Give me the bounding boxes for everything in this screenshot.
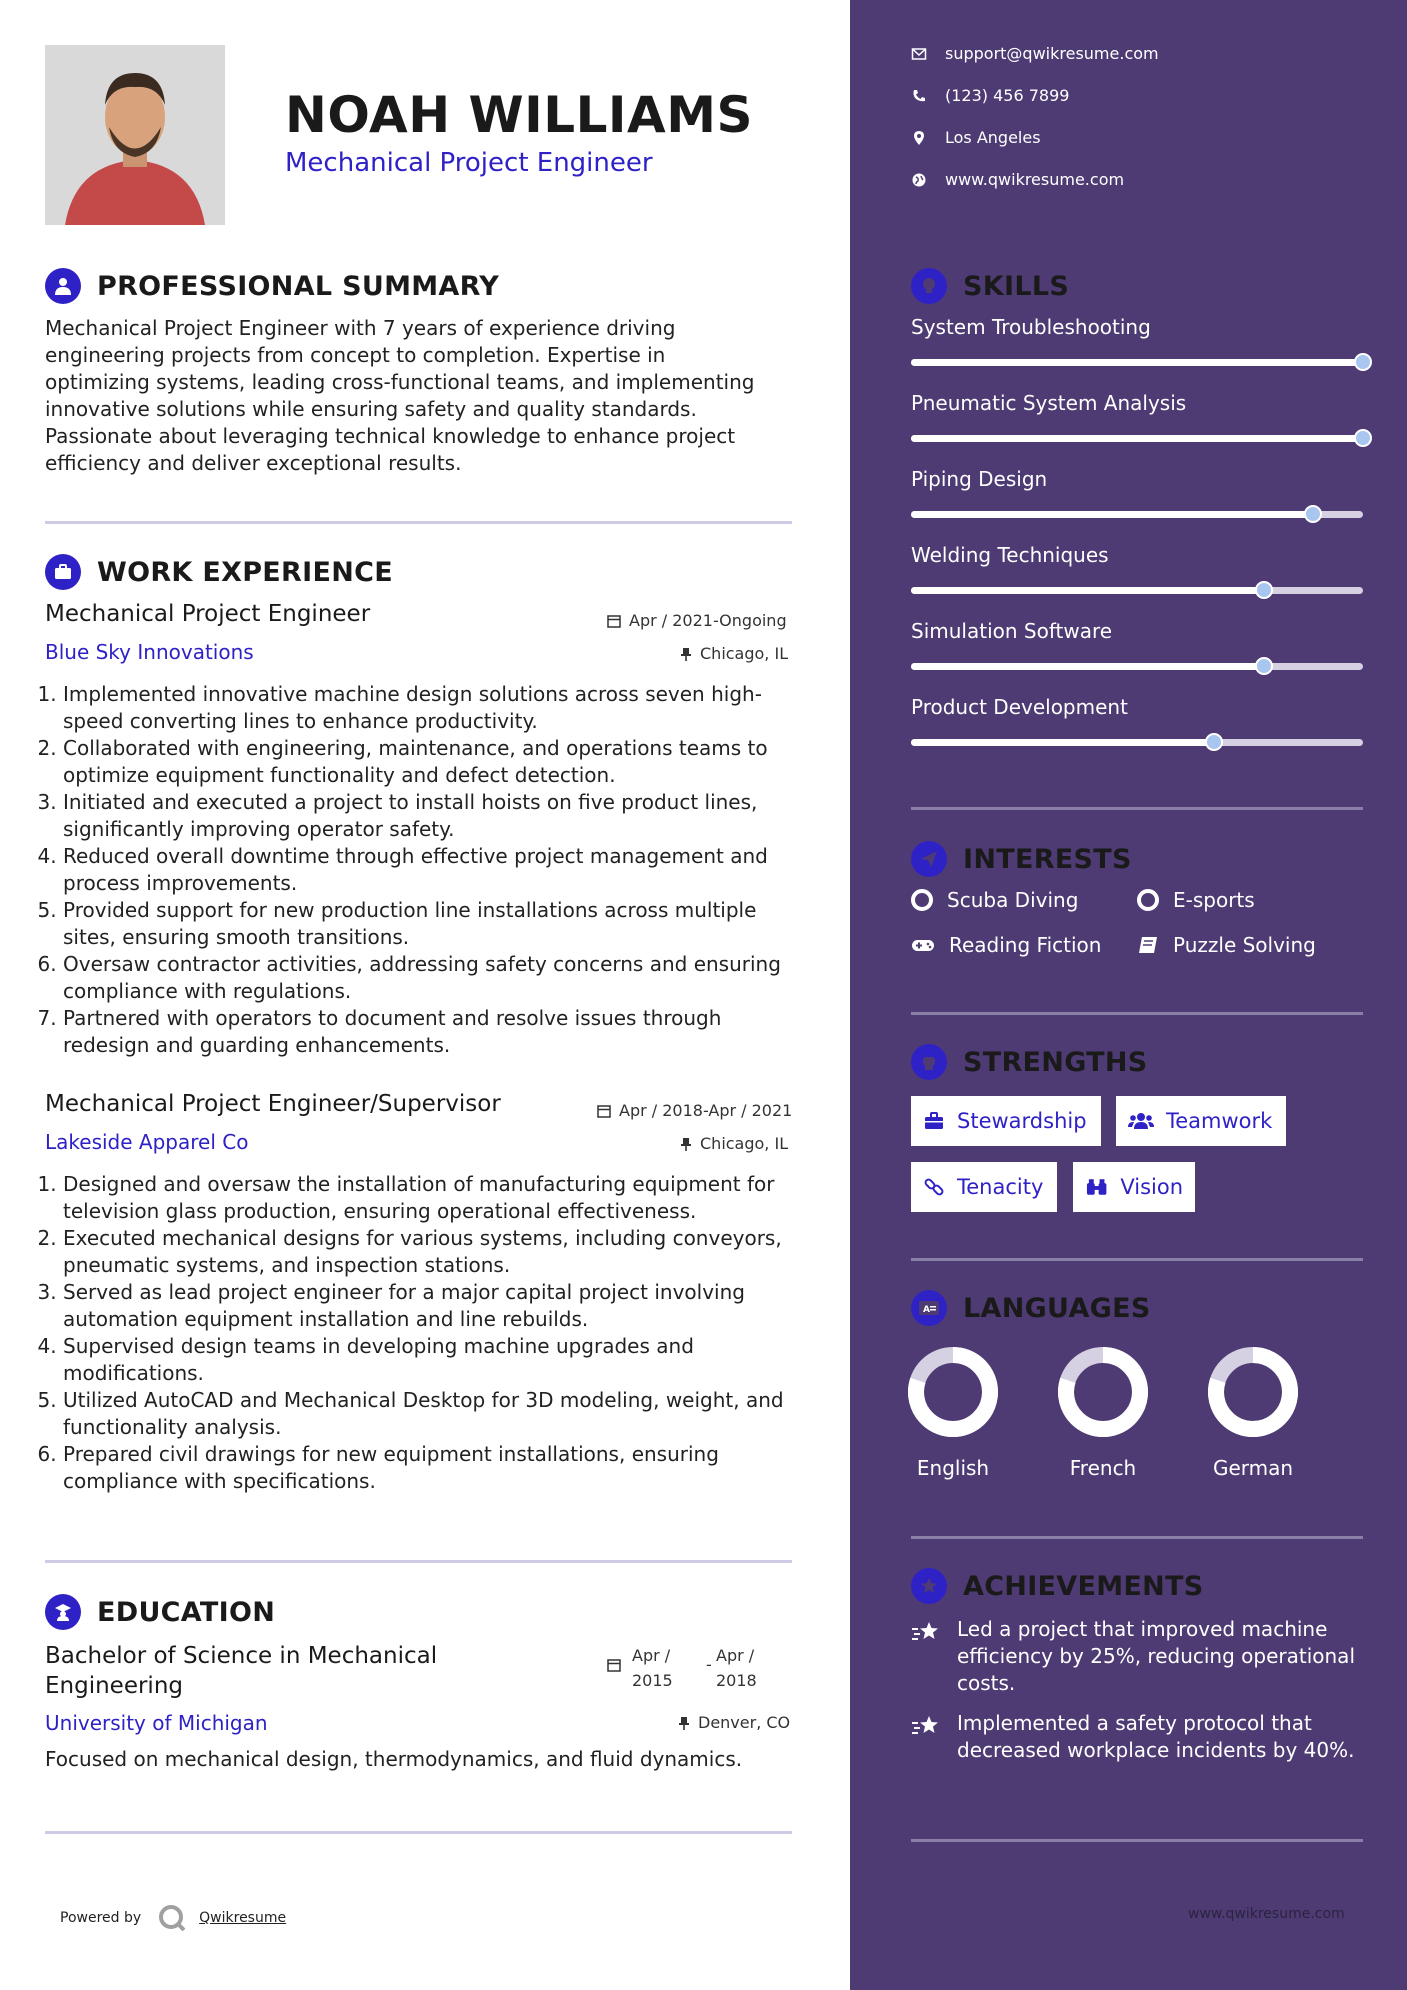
skill-label: Piping Design [911, 467, 1048, 491]
contact-website-text: www.qwikresume.com [945, 170, 1125, 189]
edu-start-date [632, 1643, 673, 1693]
skill-bar [911, 587, 1363, 594]
candidate-title: Mechanical Project Engineer [285, 148, 653, 178]
candidate-name: NOAH WILLIAMS [285, 86, 753, 144]
experience-heading-text: WORK EXPERIENCE [97, 556, 393, 588]
lightbulb-icon [911, 268, 947, 304]
strength-chip [1116, 1096, 1286, 1146]
degree-line: Bachelor of Science in Mechanical [45, 1643, 438, 1669]
language-label: French [1069, 1456, 1137, 1480]
language-donut [905, 1344, 1001, 1440]
list-item: 5. Utilized AutoCAD and Mechanical Desktop for 3D modeling, weight, and functionality analysis. [63, 1387, 813, 1441]
users-icon [1128, 1111, 1154, 1131]
edu-start-month: Apr / [632, 1646, 671, 1665]
achievement-item [911, 1710, 1363, 1764]
skills-heading [911, 268, 1069, 304]
summary-heading-text: PROFESSIONAL SUMMARY [97, 270, 500, 302]
job-bullets [45, 681, 813, 1059]
divider [911, 807, 1363, 810]
list-item: 6. Prepared civil drawings for new equipment installations, ensuring compliance with specifications. [63, 1441, 813, 1495]
skill-bar [911, 435, 1363, 442]
strength-label: Stewardship [957, 1109, 1087, 1133]
language-label: English [916, 1456, 990, 1480]
achievements-heading [911, 1568, 1204, 1604]
job-bullets [45, 1171, 813, 1495]
contact-phone[interactable] [911, 86, 1069, 105]
edu-end-year: 2018 [716, 1671, 757, 1690]
skill-bar-knob [1205, 733, 1223, 751]
job-location [680, 644, 788, 663]
skill-bar [911, 739, 1363, 746]
link-icon [923, 1176, 945, 1198]
edu-end-date [716, 1643, 757, 1693]
company-name: Blue Sky Innovations [45, 640, 254, 664]
skill-label: Welding Techniques [911, 543, 1109, 567]
skill-label: Product Development [911, 695, 1128, 719]
languages-heading-text: LANGUAGES [963, 1292, 1151, 1324]
profile-photo [45, 45, 225, 225]
language-donut [1205, 1344, 1301, 1440]
interest-label: Reading Fiction [949, 933, 1102, 957]
job-location [680, 1134, 788, 1153]
edu-location [678, 1713, 790, 1732]
divider [911, 1258, 1363, 1261]
education-heading-text: EDUCATION [97, 1596, 276, 1628]
contact-location-text: Los Angeles [945, 128, 1041, 147]
languages-heading [911, 1290, 1151, 1326]
interest-label: E-sports [1173, 888, 1255, 912]
map-marker-icon [911, 130, 927, 146]
edu-location-text: Denver, CO [698, 1713, 791, 1732]
summary-heading [45, 268, 499, 304]
achievements-heading-text: ACHIEVEMENTS [963, 1570, 1204, 1602]
job-location-text: Chicago, IL [700, 1134, 789, 1153]
strength-label: Tenacity [957, 1175, 1044, 1199]
strength-chip [1073, 1162, 1195, 1212]
job-location-text: Chicago, IL [700, 644, 789, 663]
list-item: 4. Reduced overall downtime through effective project management and process improvements. [63, 843, 813, 897]
footer-website[interactable]: www.qwikresume.com [1188, 1906, 1345, 1922]
star-icon [911, 1714, 943, 1738]
job-date-text: Apr / 2021-Ongoing [629, 611, 787, 630]
job-date [597, 1101, 792, 1120]
language-item [1193, 1344, 1313, 1480]
divider [45, 1560, 792, 1563]
list-item: 3. Served as lead project engineer for a major capital project involving automation equipment installation and line rebuilds. [63, 1279, 813, 1333]
language-item [1043, 1344, 1163, 1480]
skill-bar-knob [1255, 657, 1273, 675]
globe-icon [911, 172, 927, 188]
strength-chip [911, 1162, 1057, 1212]
qwikresume-link[interactable]: Qwikresume [199, 1910, 287, 1926]
user-icon [45, 268, 81, 304]
svg-text:A: A [923, 1305, 931, 1315]
skill-bar [911, 663, 1363, 670]
binoculars-icon [1085, 1177, 1108, 1197]
interest-item [911, 888, 1078, 912]
skill-bar-fill [911, 511, 1313, 518]
interest-label: Puzzle Solving [1173, 933, 1316, 957]
skill-label: Pneumatic System Analysis [911, 391, 1187, 415]
contact-email-text: support@qwikresume.com [945, 44, 1159, 63]
pin-icon [680, 1137, 692, 1151]
job-title: Mechanical Project Engineer [45, 601, 371, 627]
divider [45, 1831, 792, 1834]
summary-text: Mechanical Project Engineer with 7 years of experience driving engineering projects from concept to completion. Expertise in optimizing systems, leading cross-functional teams, and implementing innovative solutions while ensuring safety and quality standards. Passionate about leveraging technical knowledge to enhance project efficiency and deliver exceptional results. [45, 316, 755, 475]
paper-plane-icon [911, 841, 947, 877]
calendar-icon [607, 614, 621, 628]
pin-icon [678, 1716, 690, 1730]
divider [911, 1012, 1363, 1015]
interest-item [1137, 933, 1316, 957]
skill-bar-fill [911, 663, 1264, 670]
achievement-text: Led a project that improved machine efficiency by 25%, reducing operational costs. [957, 1617, 1355, 1695]
skill-label: Simulation Software [911, 619, 1113, 643]
powered-by [60, 1903, 286, 1933]
list-item: 3. Initiated and executed a project to install hoists on five product lines, significantly improving operator safety. [63, 789, 813, 843]
contact-website[interactable] [911, 170, 1124, 189]
skill-bar-knob [1255, 581, 1273, 599]
experience-heading [45, 554, 393, 590]
contact-location [911, 128, 1041, 147]
achievement-item [911, 1616, 1363, 1697]
skill-bar-fill [911, 435, 1363, 442]
strengths-heading [911, 1044, 1148, 1080]
book-icon [1137, 935, 1159, 955]
skill-bar-knob [1354, 429, 1372, 447]
strength-chip [911, 1096, 1101, 1146]
edu-start-year: 2015 [632, 1671, 673, 1690]
edu-end-month: Apr / [716, 1646, 755, 1665]
list-item: 2. Collaborated with engineering, maintenance, and operations teams to optimize equipment functionality and defect detection. [63, 735, 813, 789]
job-date [607, 611, 787, 630]
language-label: German [1212, 1456, 1294, 1480]
job-title: Mechanical Project Engineer/Supervisor [45, 1091, 501, 1117]
language-item [893, 1344, 1013, 1480]
life-ring-icon [1137, 889, 1159, 911]
school-name: University of Michigan [45, 1711, 268, 1735]
graduate-icon [45, 1594, 81, 1630]
list-item: 6. Oversaw contractor activities, addressing safety concerns and ensuring compliance with regulations. [63, 951, 813, 1005]
star-badge-icon [911, 1568, 947, 1604]
divider [45, 521, 792, 524]
degree [45, 1641, 437, 1701]
language-icon [911, 1290, 947, 1326]
fist-icon [911, 1044, 947, 1080]
qwikresume-logo-icon [157, 1903, 187, 1933]
interest-label: Scuba Diving [947, 888, 1079, 912]
interests-heading-text: INTERESTS [963, 843, 1132, 875]
skill-bar [911, 511, 1363, 518]
skill-label: System Troubleshooting [911, 315, 1151, 339]
briefcase-icon [923, 1111, 945, 1131]
education-heading [45, 1594, 275, 1630]
list-item: 7. Partnered with operators to document and resolve issues through redesign and guarding enhancements. [63, 1005, 813, 1059]
skill-bar-knob [1354, 353, 1372, 371]
skill-bar-fill [911, 739, 1214, 746]
company-name: Lakeside Apparel Co [45, 1130, 249, 1154]
strengths-heading-text: STRENGTHS [963, 1046, 1148, 1078]
star-icon [911, 1620, 943, 1644]
list-item: 4. Supervised design teams in developing machine upgrades and modifications. [63, 1333, 813, 1387]
briefcase-icon [45, 554, 81, 590]
calendar-icon [607, 1658, 621, 1672]
interest-item [911, 933, 1101, 957]
contact-email[interactable] [911, 44, 1159, 63]
phone-icon [911, 88, 927, 104]
strength-label: Vision [1120, 1175, 1183, 1199]
calendar-icon [597, 1104, 611, 1118]
contact-phone-text: (123) 456 7899 [945, 86, 1070, 105]
skills-heading-text: SKILLS [963, 270, 1070, 302]
list-item: 2. Executed mechanical designs for various systems, including conveyors, pneumatic systems, and inspection stations. [63, 1225, 813, 1279]
language-donut [1055, 1344, 1151, 1440]
edu-date-dash: - [706, 1655, 712, 1674]
list-item: 5. Provided support for new production line installations across multiple sites, ensuring smooth transitions. [63, 897, 813, 951]
life-ring-icon [911, 889, 933, 911]
divider [911, 1839, 1363, 1842]
skill-bar [911, 359, 1363, 366]
pin-icon [680, 647, 692, 661]
envelope-icon [911, 46, 927, 62]
interest-item [1137, 888, 1255, 912]
skill-bar-fill [911, 587, 1264, 594]
list-item: 1. Implemented innovative machine design solutions across seven high-speed converting lines to enhance productivity. [63, 681, 813, 735]
powered-by-text: Powered by [60, 1910, 142, 1926]
strength-label: Teamwork [1166, 1109, 1273, 1133]
interests-heading [911, 841, 1132, 877]
divider [911, 1536, 1363, 1539]
gamepad-icon [911, 936, 935, 954]
skill-bar-fill [911, 359, 1363, 366]
list-item: 1. Designed and oversaw the installation of manufacturing equipment for television glass production, ensuring operational effectiveness. [63, 1171, 813, 1225]
degree-line: Engineering [45, 1673, 183, 1699]
job-date-text: Apr / 2018-Apr / 2021 [619, 1101, 793, 1120]
education-description: Focused on mechanical design, thermodynamics, and fluid dynamics. [45, 1747, 743, 1771]
achievement-text: Implemented a safety protocol that decreased workplace incidents by 40%. [957, 1711, 1355, 1762]
